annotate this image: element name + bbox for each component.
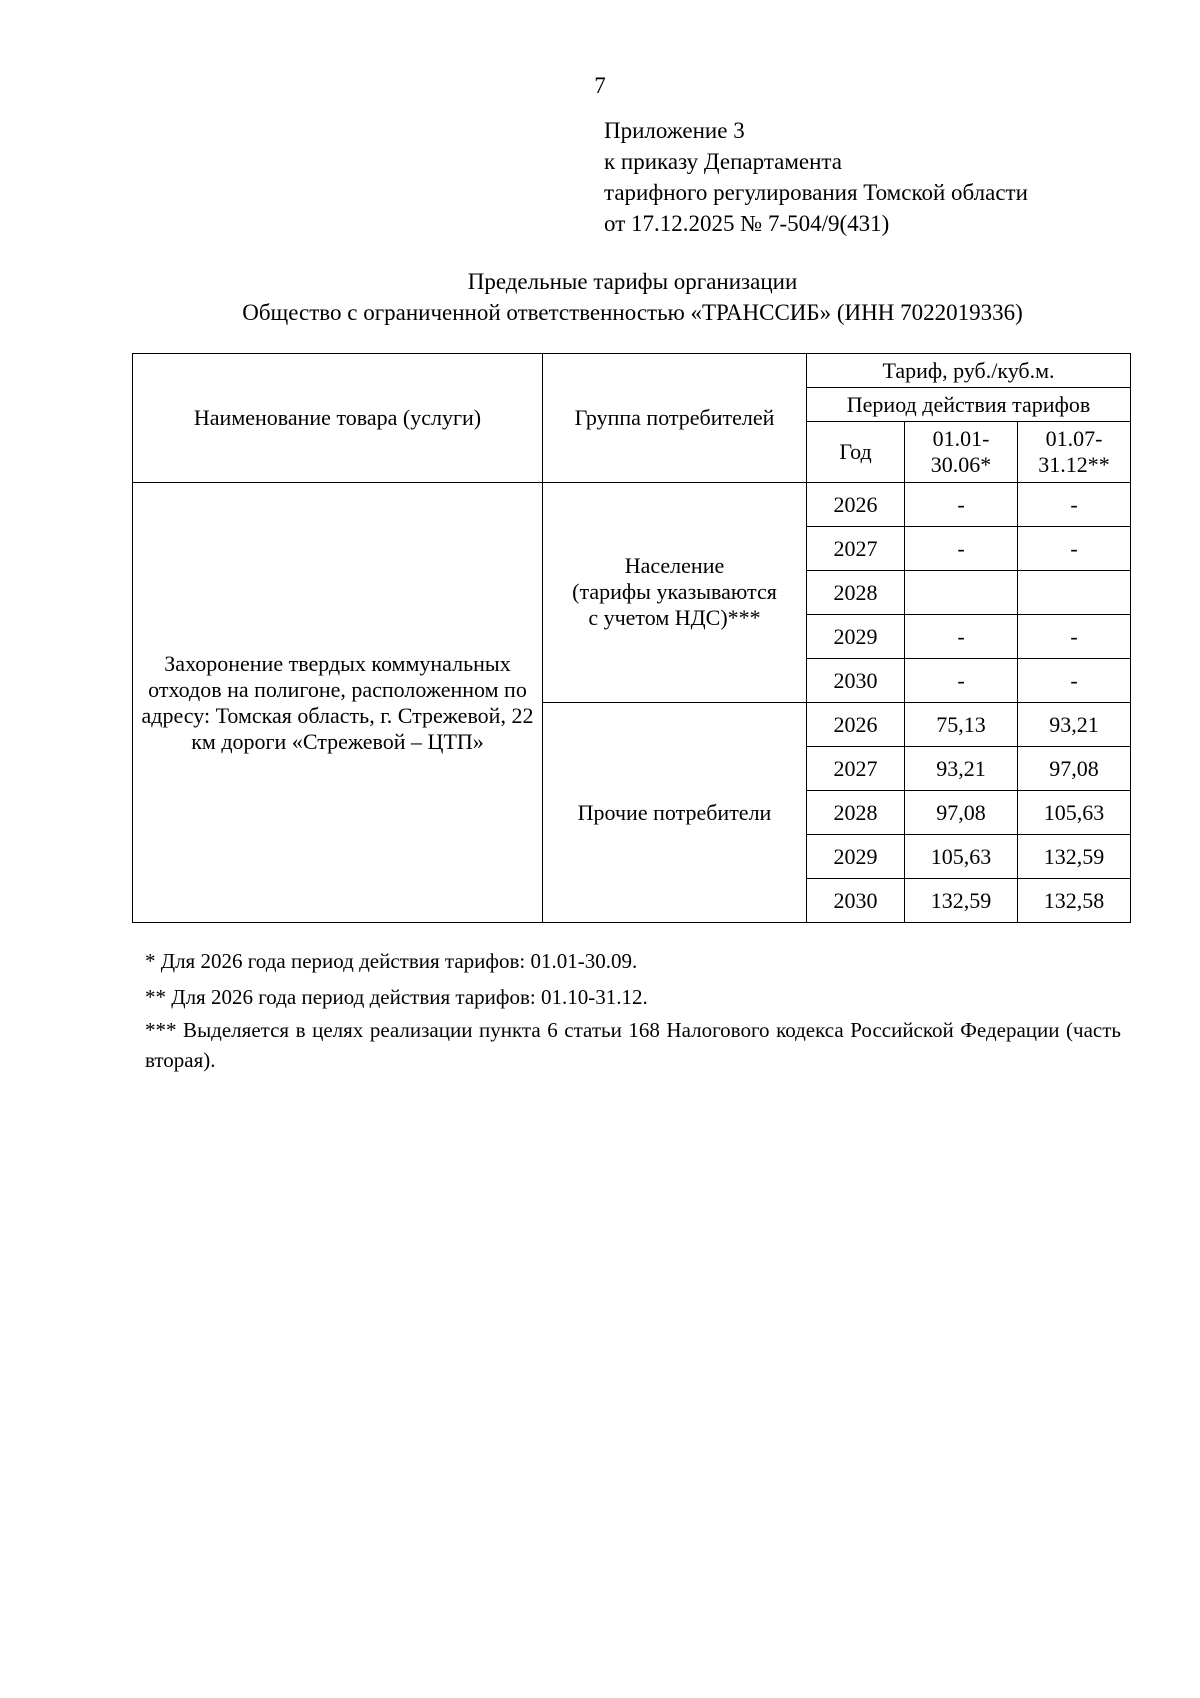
year-cell: 2030 <box>807 879 905 923</box>
year-cell: 2026 <box>807 483 905 527</box>
appendix-block <box>604 115 1028 239</box>
appendix-line: тарифного регулирования Томской области <box>604 180 1028 205</box>
footnotes <box>145 946 1121 1075</box>
product-name-cell: Захоронение твердых коммунальных отходов на полигоне, расположенном по адресу: Томская область, г. Стрежевой, 22 км дороги «Стрежевой – ЦТП» <box>133 483 543 923</box>
tariff-cell: - <box>905 527 1018 571</box>
year-cell: 2029 <box>807 615 905 659</box>
footnote: *** Выделяется в целях реализации пункта 6 статьи 168 Налогового кодекса Российской Федерации (часть вторая). <box>145 1018 1121 1072</box>
header-tariff: Тариф, руб./куб.м. <box>807 354 1131 388</box>
header-product: Наименование товара (услуги) <box>133 354 543 483</box>
tariff-cell: 105,63 <box>1018 791 1131 835</box>
group-cell: Прочие потребители <box>543 703 807 923</box>
group-cell: Население (тарифы указываются с учетом НДС)*** <box>543 483 807 703</box>
tariff-cell: 75,13 <box>905 703 1018 747</box>
tariff-cell: 105,63 <box>905 835 1018 879</box>
header-group: Группа потребителей <box>543 354 807 483</box>
tariff-cell: 97,08 <box>1018 747 1131 791</box>
table-row <box>133 483 1131 527</box>
tariff-cell: - <box>905 615 1018 659</box>
year-cell: 2028 <box>807 791 905 835</box>
tariff-cell <box>1018 571 1131 615</box>
tariff-cell: - <box>1018 659 1131 703</box>
header-period: Период действия тарифов <box>807 388 1131 422</box>
footnote: * Для 2026 года период действия тарифов: 01.01-30.09. <box>145 949 638 973</box>
year-cell: 2027 <box>807 527 905 571</box>
year-cell: 2029 <box>807 835 905 879</box>
title-line: Предельные тарифы организации <box>467 269 798 294</box>
header-half1: 01.01- 30.06* <box>905 422 1018 483</box>
appendix-line: к приказу Департамента <box>604 149 842 174</box>
title-line: Общество с ограниченной ответственностью «ТРАНССИБ» (ИНН 7022019336) <box>242 300 1023 325</box>
year-cell: 2030 <box>807 659 905 703</box>
tariff-cell: 93,21 <box>1018 703 1131 747</box>
tariff-table <box>132 353 1131 923</box>
page-number: 7 <box>594 73 606 98</box>
appendix-line: от 17.12.2025 № 7-504/9(431) <box>604 211 890 236</box>
header-half2: 01.07- 31.12** <box>1018 422 1131 483</box>
tariff-cell: 132,59 <box>1018 835 1131 879</box>
tariff-cell: - <box>1018 483 1131 527</box>
tariff-cell: - <box>1018 615 1131 659</box>
year-cell: 2026 <box>807 703 905 747</box>
tariff-cell: - <box>1018 527 1131 571</box>
tariff-cell: 93,21 <box>905 747 1018 791</box>
tariff-cell: 132,59 <box>905 879 1018 923</box>
tariff-cell: 132,58 <box>1018 879 1131 923</box>
year-cell: 2028 <box>807 571 905 615</box>
document-title <box>0 266 1200 328</box>
tariff-cell: 97,08 <box>905 791 1018 835</box>
year-cell: 2027 <box>807 747 905 791</box>
tariff-cell: - <box>905 483 1018 527</box>
tariff-cell <box>905 571 1018 615</box>
header-year: Год <box>807 422 905 483</box>
tariff-cell: - <box>905 659 1018 703</box>
appendix-line: Приложение 3 <box>604 118 745 143</box>
footnote: ** Для 2026 года период действия тарифов: 01.10-31.12. <box>145 985 648 1009</box>
